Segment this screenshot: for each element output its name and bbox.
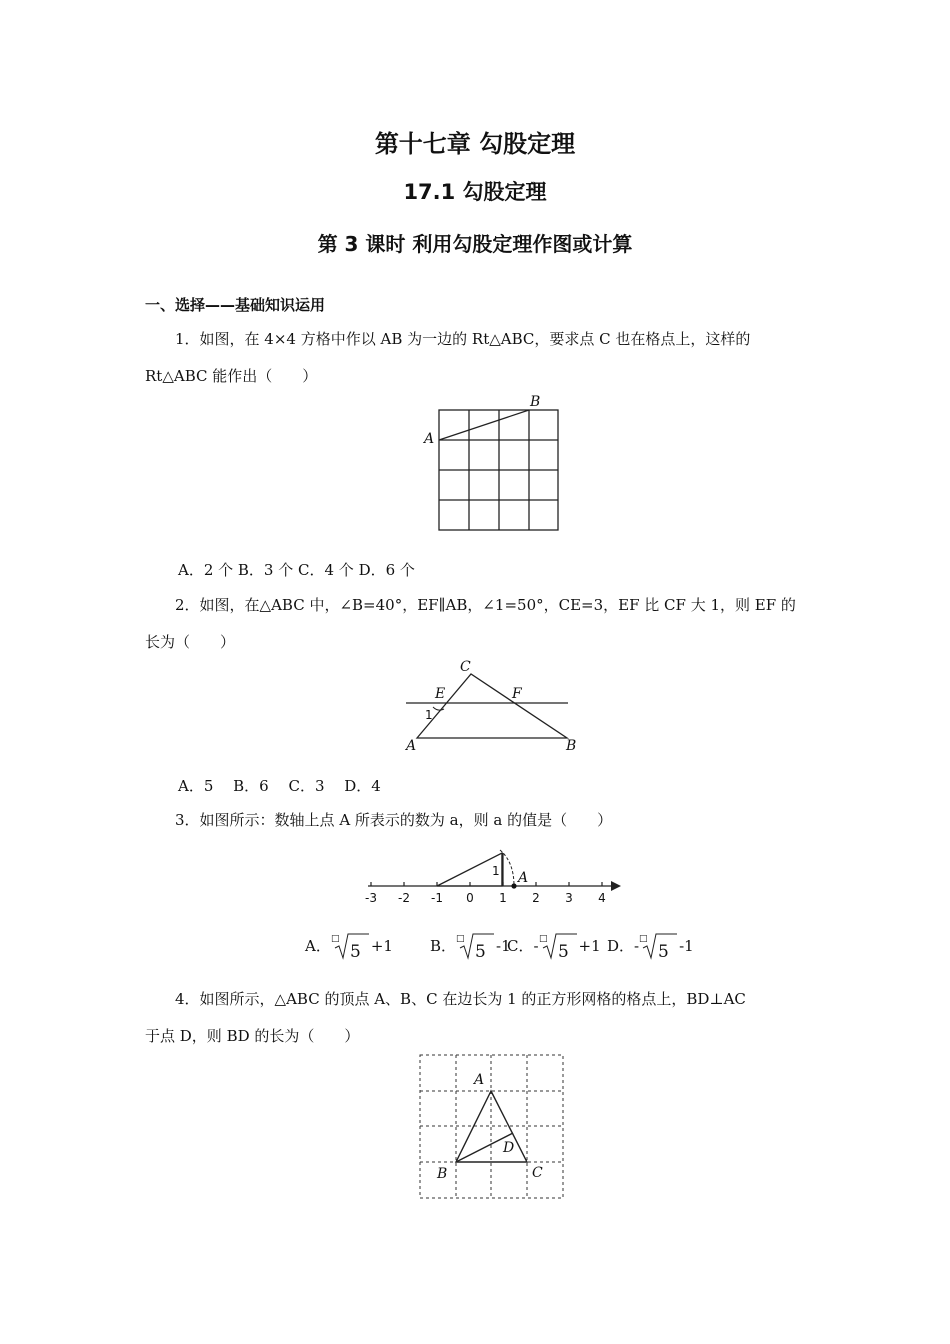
- q3-tick-label: -1: [431, 891, 443, 905]
- q1-options: A．2 个 B．3 个 C．4 个 D．6 个: [178, 561, 415, 579]
- q2-label-a: A: [406, 738, 417, 754]
- q4-label-c: C: [532, 1165, 543, 1181]
- index-mark: □: [330, 934, 340, 944]
- chapter-title: 第十七章 勾股定理: [374, 130, 576, 158]
- q3-option-b-suffix: -1: [496, 937, 511, 955]
- q2-options: A．5 B．6 C．3 D．4: [178, 777, 381, 795]
- radicand: 5: [475, 942, 486, 962]
- q1-label-a: A: [424, 431, 435, 447]
- radicand: 5: [658, 942, 669, 962]
- q3-option-d-prefix: D．-: [607, 937, 640, 955]
- q2-label-f: F: [512, 686, 522, 702]
- q3-tick-label: -2: [398, 891, 410, 905]
- section-heading: 一、选择——基础知识运用: [145, 296, 326, 314]
- q2-text-line2: 长为（ ）: [145, 633, 236, 651]
- q2-text-line1: 2．如图，在△ABC 中，∠B=40°，EF∥AB，∠1=50°，CE=3，EF 比 CF 大 1，则 EF 的: [175, 596, 796, 614]
- lesson-title: 第 3 课时 利用勾股定理作图或计算: [317, 232, 633, 256]
- q4-text-line1: 4．如图所示，△ABC 的顶点 A、B、C 在边长为 1 的正方形网格的格点上，BD⊥AC: [175, 990, 746, 1008]
- q3-tick-label: 2: [532, 891, 540, 905]
- q1-text-line2: Rt△ABC 能作出（ ）: [145, 367, 318, 385]
- radicand: 5: [557, 942, 569, 962]
- q3-option-a-prefix: A．: [305, 937, 331, 955]
- q3-tick-label: 1: [499, 891, 507, 905]
- q3-option-c-suffix: +1: [578, 937, 601, 955]
- q2-label-b: B: [566, 738, 577, 754]
- q3-option-b-prefix: B．: [430, 937, 457, 955]
- q3-tick-label: 0: [466, 891, 474, 905]
- q4-label-b: B: [437, 1166, 448, 1182]
- q3-tick-label: 4: [598, 891, 606, 905]
- q3-label-1: 1: [492, 864, 500, 878]
- q3-tick-label: -3: [365, 891, 377, 905]
- q3-option-c-prefix: C．-: [507, 937, 539, 955]
- q3-option-d-suffix: -1: [679, 937, 694, 955]
- q2-label-e: E: [435, 686, 446, 702]
- q3-label-a: A: [518, 870, 529, 886]
- index-mark: □: [456, 934, 465, 944]
- q1-label-b: B: [530, 394, 541, 410]
- q4-text-line2: 于点 D，则 BD 的长为（ ）: [145, 1027, 360, 1045]
- q2-label-c: C: [460, 659, 471, 675]
- q2-label-1: 1: [425, 708, 433, 722]
- q3-text-line1: 3．如图所示：数轴上点 A 所表示的数为 a，则 a 的值是（ ）: [175, 811, 613, 829]
- index-mark: □: [639, 934, 648, 944]
- index-mark: □: [538, 934, 548, 944]
- q4-label-d: D: [503, 1140, 515, 1156]
- q4-label-a: A: [474, 1072, 485, 1088]
- q3-tick-label: 3: [565, 891, 573, 905]
- q1-text-line1: 1．如图，在 4×4 方格中作以 AB 为一边的 Rt△ABC，要求点 C 也在格点上，这样的: [175, 330, 751, 348]
- q3-option-a-suffix: +1: [370, 937, 393, 955]
- radicand: 5: [349, 942, 361, 962]
- section-title: 17.1 勾股定理: [403, 180, 547, 204]
